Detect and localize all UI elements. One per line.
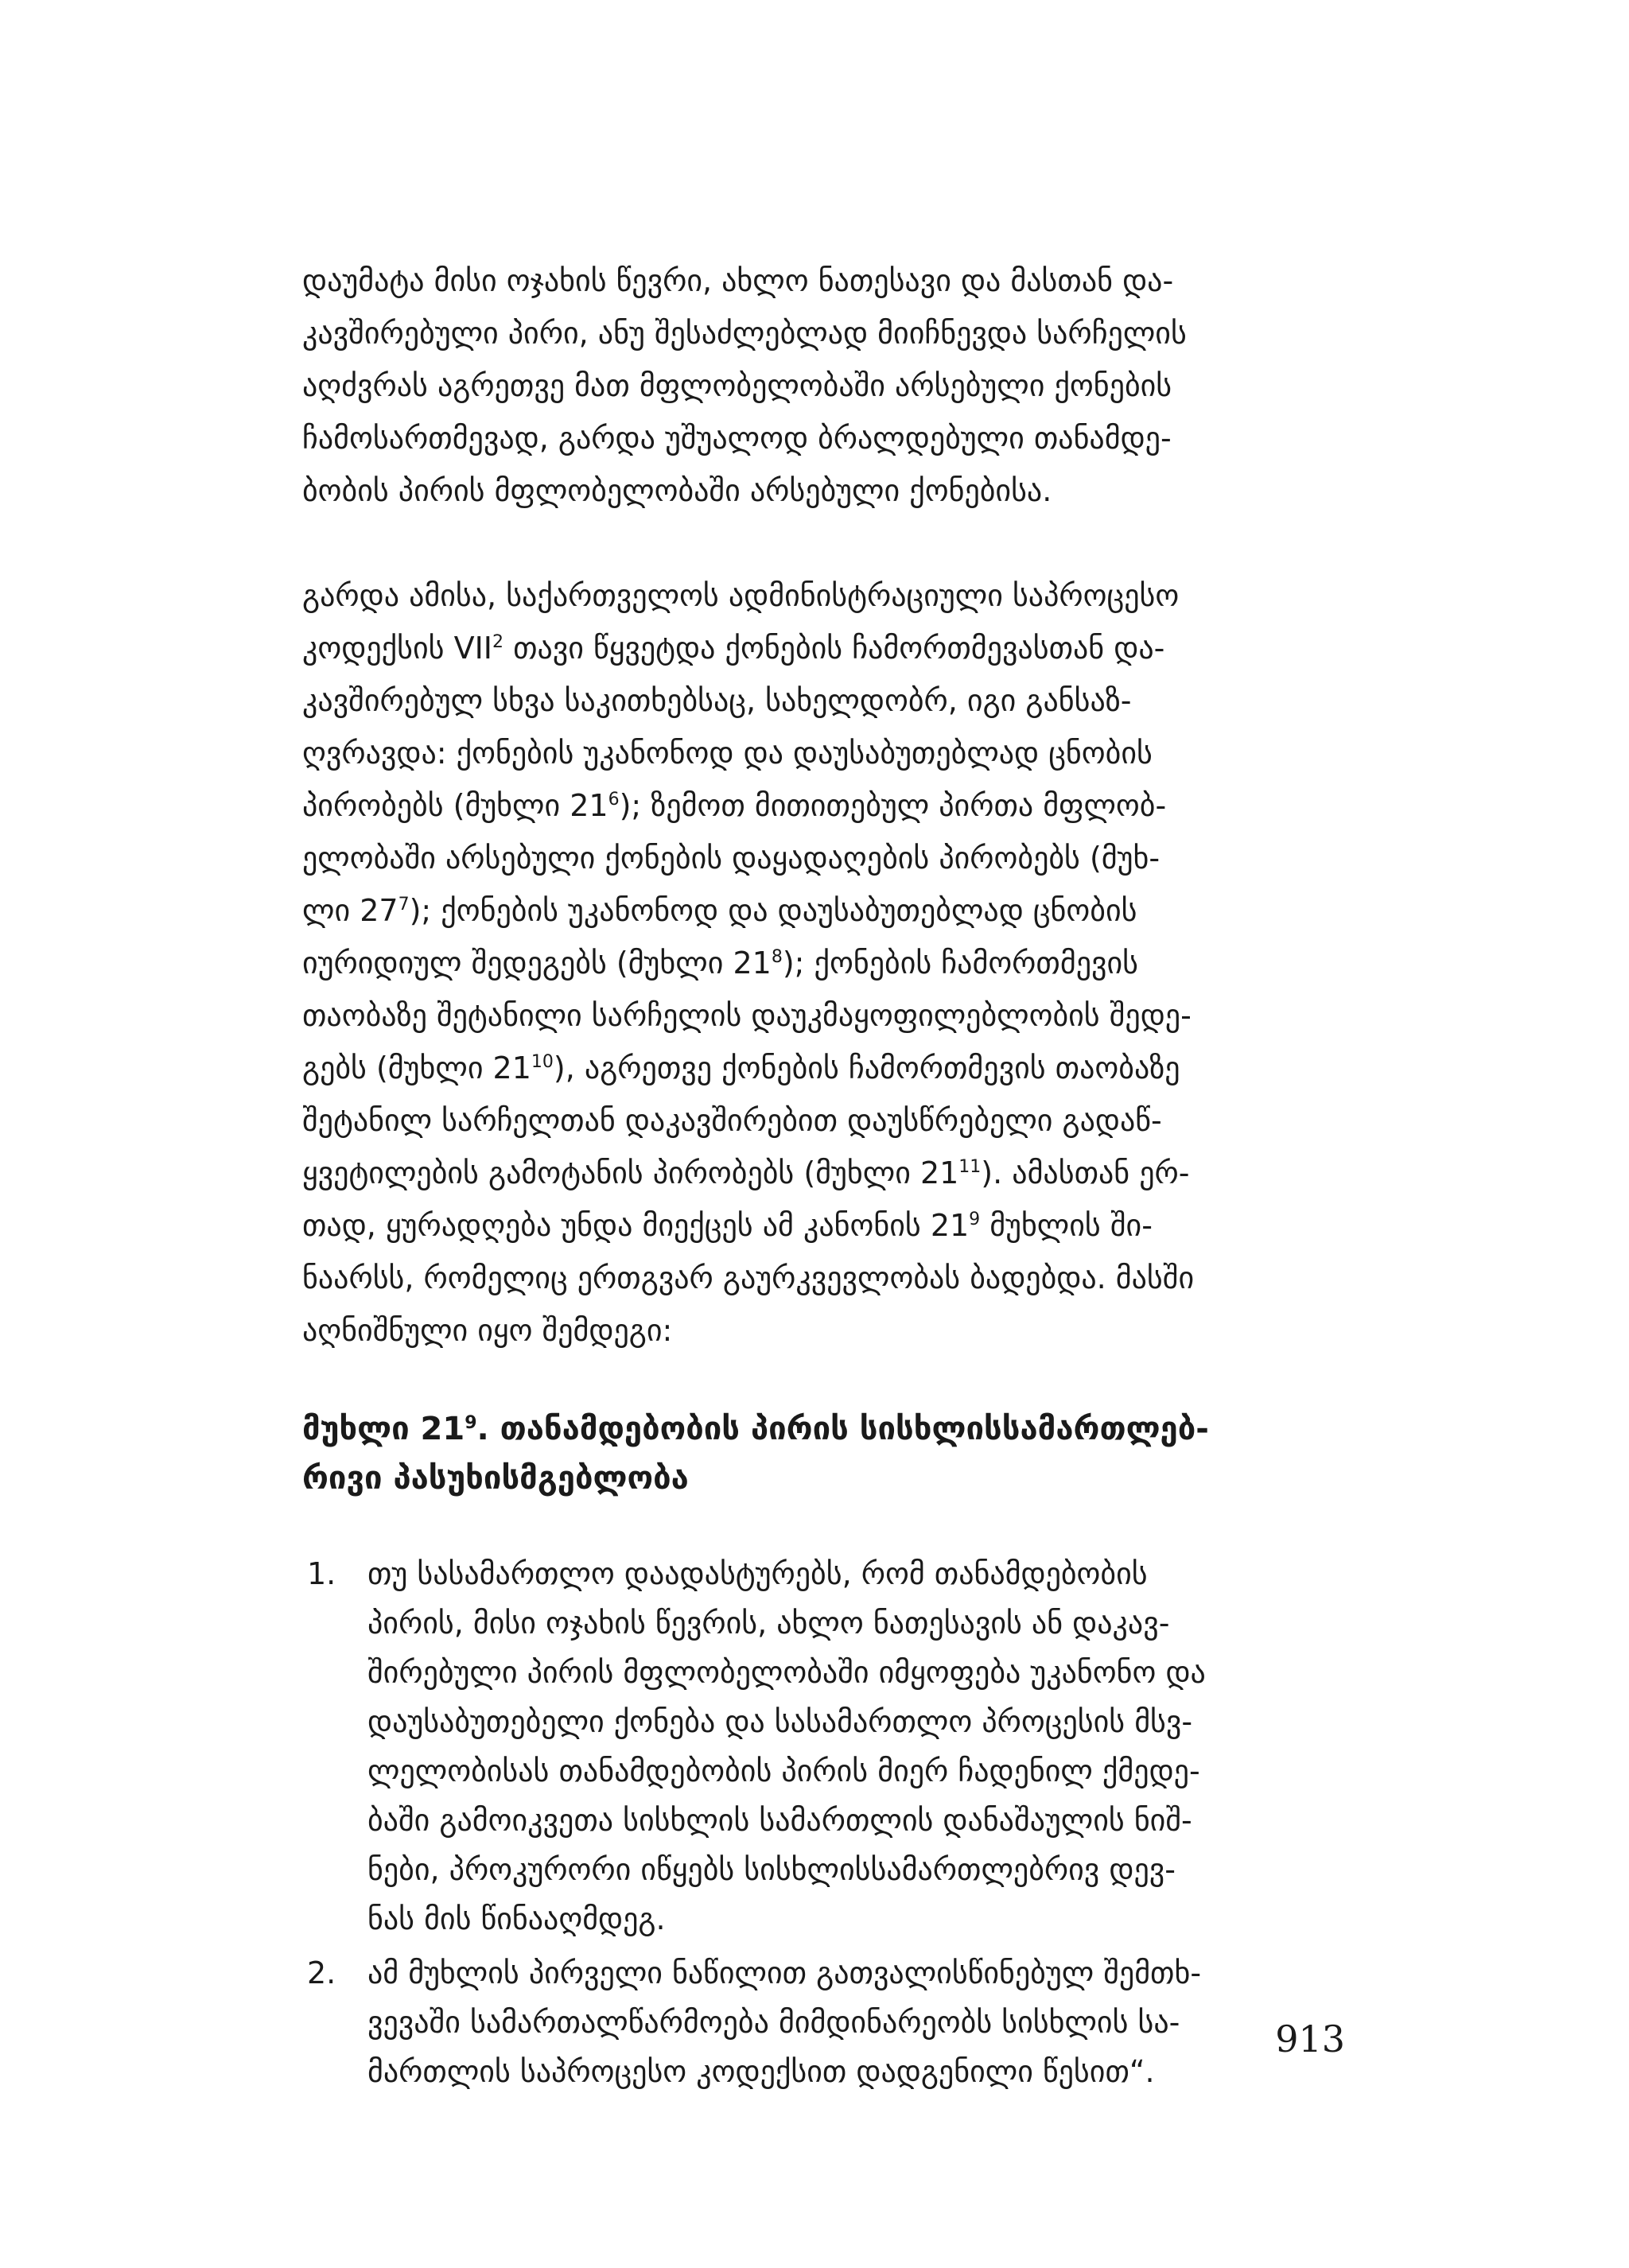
- article-clauses-list: [302, 1549, 1344, 2096]
- list-item-number: 2.: [307, 1955, 336, 1990]
- text-fragment: მუხლი 21: [302, 1411, 465, 1447]
- text-fragment: ყვეტილების გამოტანის პირობებს (მუხლი 21: [302, 1155, 959, 1190]
- text-line: [302, 884, 1344, 937]
- text-fragment: პირობებს (მუხლი 21: [302, 788, 608, 823]
- paragraph-1: [302, 254, 1344, 517]
- text-line: აღძვრას აგრეთვე მათ მფლობელობაში არსებული ქონების: [302, 368, 1172, 403]
- list-item: [302, 1948, 1344, 2096]
- text-line: [302, 1042, 1344, 1094]
- text-fragment: . თანამდებობის პირის სისხლისსამართლებ-: [476, 1411, 1209, 1447]
- text-line: ღვრავდა: ქონების უკანონოდ და დაუსაბუთებლად ცნობის: [302, 736, 1153, 771]
- text-line: თაობაზე შეტანილი სარჩელის დაუკმაყოფილებლობის შედე-: [302, 998, 1192, 1033]
- superscript: 10: [531, 1052, 554, 1072]
- page-number: 913: [1275, 2018, 1345, 2060]
- text-fragment: ); ქონების ჩამორთმევის: [782, 946, 1139, 981]
- text-line: ჩამოსართმევად, გარდა უშუალოდ ბრალდებული თანამდე-: [302, 421, 1172, 456]
- superscript: 8: [771, 947, 783, 967]
- superscript: 6: [608, 790, 620, 810]
- text-line: დაუმატა მისი ოჯახის წევრი, ახლო ნათესავი და მასთან და-: [302, 263, 1174, 298]
- text-line: დაუსაბუთებელი ქონება და სასამართლო პროცესის მსვ-: [367, 1704, 1193, 1739]
- heading-line: რივი პასუხისმგებლობა: [302, 1460, 689, 1497]
- text-line: ვევაში სამართალწარმოება მიმდინარეობს სისხლის სა-: [367, 2005, 1180, 2040]
- text-line: მართლის საპროცესო კოდექსით დადგენილი წესით“.: [367, 2054, 1155, 2089]
- text-line: აღნიშნული იყო შემდეგი:: [302, 1313, 673, 1348]
- text-fragment: ); ზემოთ მითითებულ პირთა მფლობ-: [619, 788, 1167, 823]
- chapter-number: VII: [453, 631, 492, 666]
- text-line: ლელობისას თანამდებობის პირის მიერ ჩადენილ ქმედე-: [367, 1753, 1200, 1788]
- text-line: პირის, მისი ოჯახის წევრის, ახლო ნათესავის ან დაკავ-: [367, 1606, 1170, 1641]
- text-fragment: ); ქონების უკანონოდ და დაუსაბუთებლად ცნობის: [409, 893, 1137, 928]
- text-line: [302, 622, 1344, 674]
- text-fragment: ლი 27: [302, 893, 399, 928]
- text-line: ნას მის წინააღმდეგ.: [367, 1901, 666, 1936]
- text-fragment: ), აგრეთვე ქონების ჩამორთმევის თაობაზე: [553, 1051, 1180, 1085]
- text-fragment: თად, ყურადღება უნდა მიექცეს ამ კანონის 21: [302, 1208, 970, 1243]
- text-line: [302, 1199, 1344, 1252]
- text-line: გარდა ამისა, საქართველოს ადმინისტრაციული საპროცესო: [302, 578, 1180, 613]
- superscript: 2: [492, 632, 503, 652]
- text-line: ბობის პირის მფლობელობაში არსებული ქონებისა.: [302, 473, 1052, 508]
- text-fragment: გებს (მუხლი 21: [302, 1051, 531, 1085]
- text-line: ელობაში არსებული ქონების დაყადაღების პირობებს (მუხ-: [302, 841, 1161, 876]
- text-fragment: იურიდიულ შედეგებს (მუხლი 21: [302, 946, 772, 981]
- superscript: 9: [465, 1413, 477, 1433]
- text-fragment: თავი წყვეტდა ქონების ჩამორთმევასთან და-: [503, 631, 1165, 666]
- superscript: 9: [969, 1210, 981, 1229]
- text-line: ნები, პროკურორი იწყებს სისხლისსამართლებრივ დევ-: [367, 1852, 1176, 1887]
- list-item-number: 1.: [307, 1556, 336, 1591]
- text-fragment: კოდექსის: [302, 631, 454, 666]
- text-fragment: ). ამასთან ერ-: [981, 1155, 1190, 1190]
- text-line: ამ მუხლის პირველი ნაწილით გათვალისწინებულ შემთხ-: [367, 1955, 1202, 1990]
- text-line: შირებული პირის მფლობელობაში იმყოფება უკანონო და: [367, 1655, 1206, 1690]
- text-line: შეტანილ სარჩელთან დაკავშირებით დაუსწრებელი გადაწ-: [302, 1103, 1162, 1138]
- superscript: 7: [398, 895, 410, 915]
- list-item: [302, 1549, 1344, 1944]
- text-line: კავშირებული პირი, ანუ შესაძლებლად მიიჩნევდა სარჩელის: [302, 316, 1187, 351]
- text-line: [302, 937, 1344, 989]
- page-body: [302, 254, 1344, 2109]
- text-fragment: მუხლის ში-: [980, 1208, 1153, 1243]
- superscript: 11: [958, 1157, 982, 1177]
- text-line: [302, 1147, 1344, 1199]
- text-line: თუ სასამართლო დაადასტურებს, რომ თანამდებობის: [367, 1556, 1148, 1591]
- article-heading: [302, 1404, 1344, 1503]
- heading-line: [302, 1404, 1344, 1454]
- text-line: ნაარსს, რომელიც ერთგვარ გაურკვევლობას ბადებდა. მასში: [302, 1260, 1195, 1295]
- text-line: ბაში გამოიკვეთა სისხლის სამართლის დანაშაულის ნიშ-: [367, 1803, 1192, 1838]
- text-line: [302, 779, 1344, 832]
- text-line: კავშირებულ სხვა საკითხებსაც, სახელდობრ, იგი განსაზ-: [302, 683, 1132, 718]
- paragraph-2: [302, 569, 1344, 1357]
